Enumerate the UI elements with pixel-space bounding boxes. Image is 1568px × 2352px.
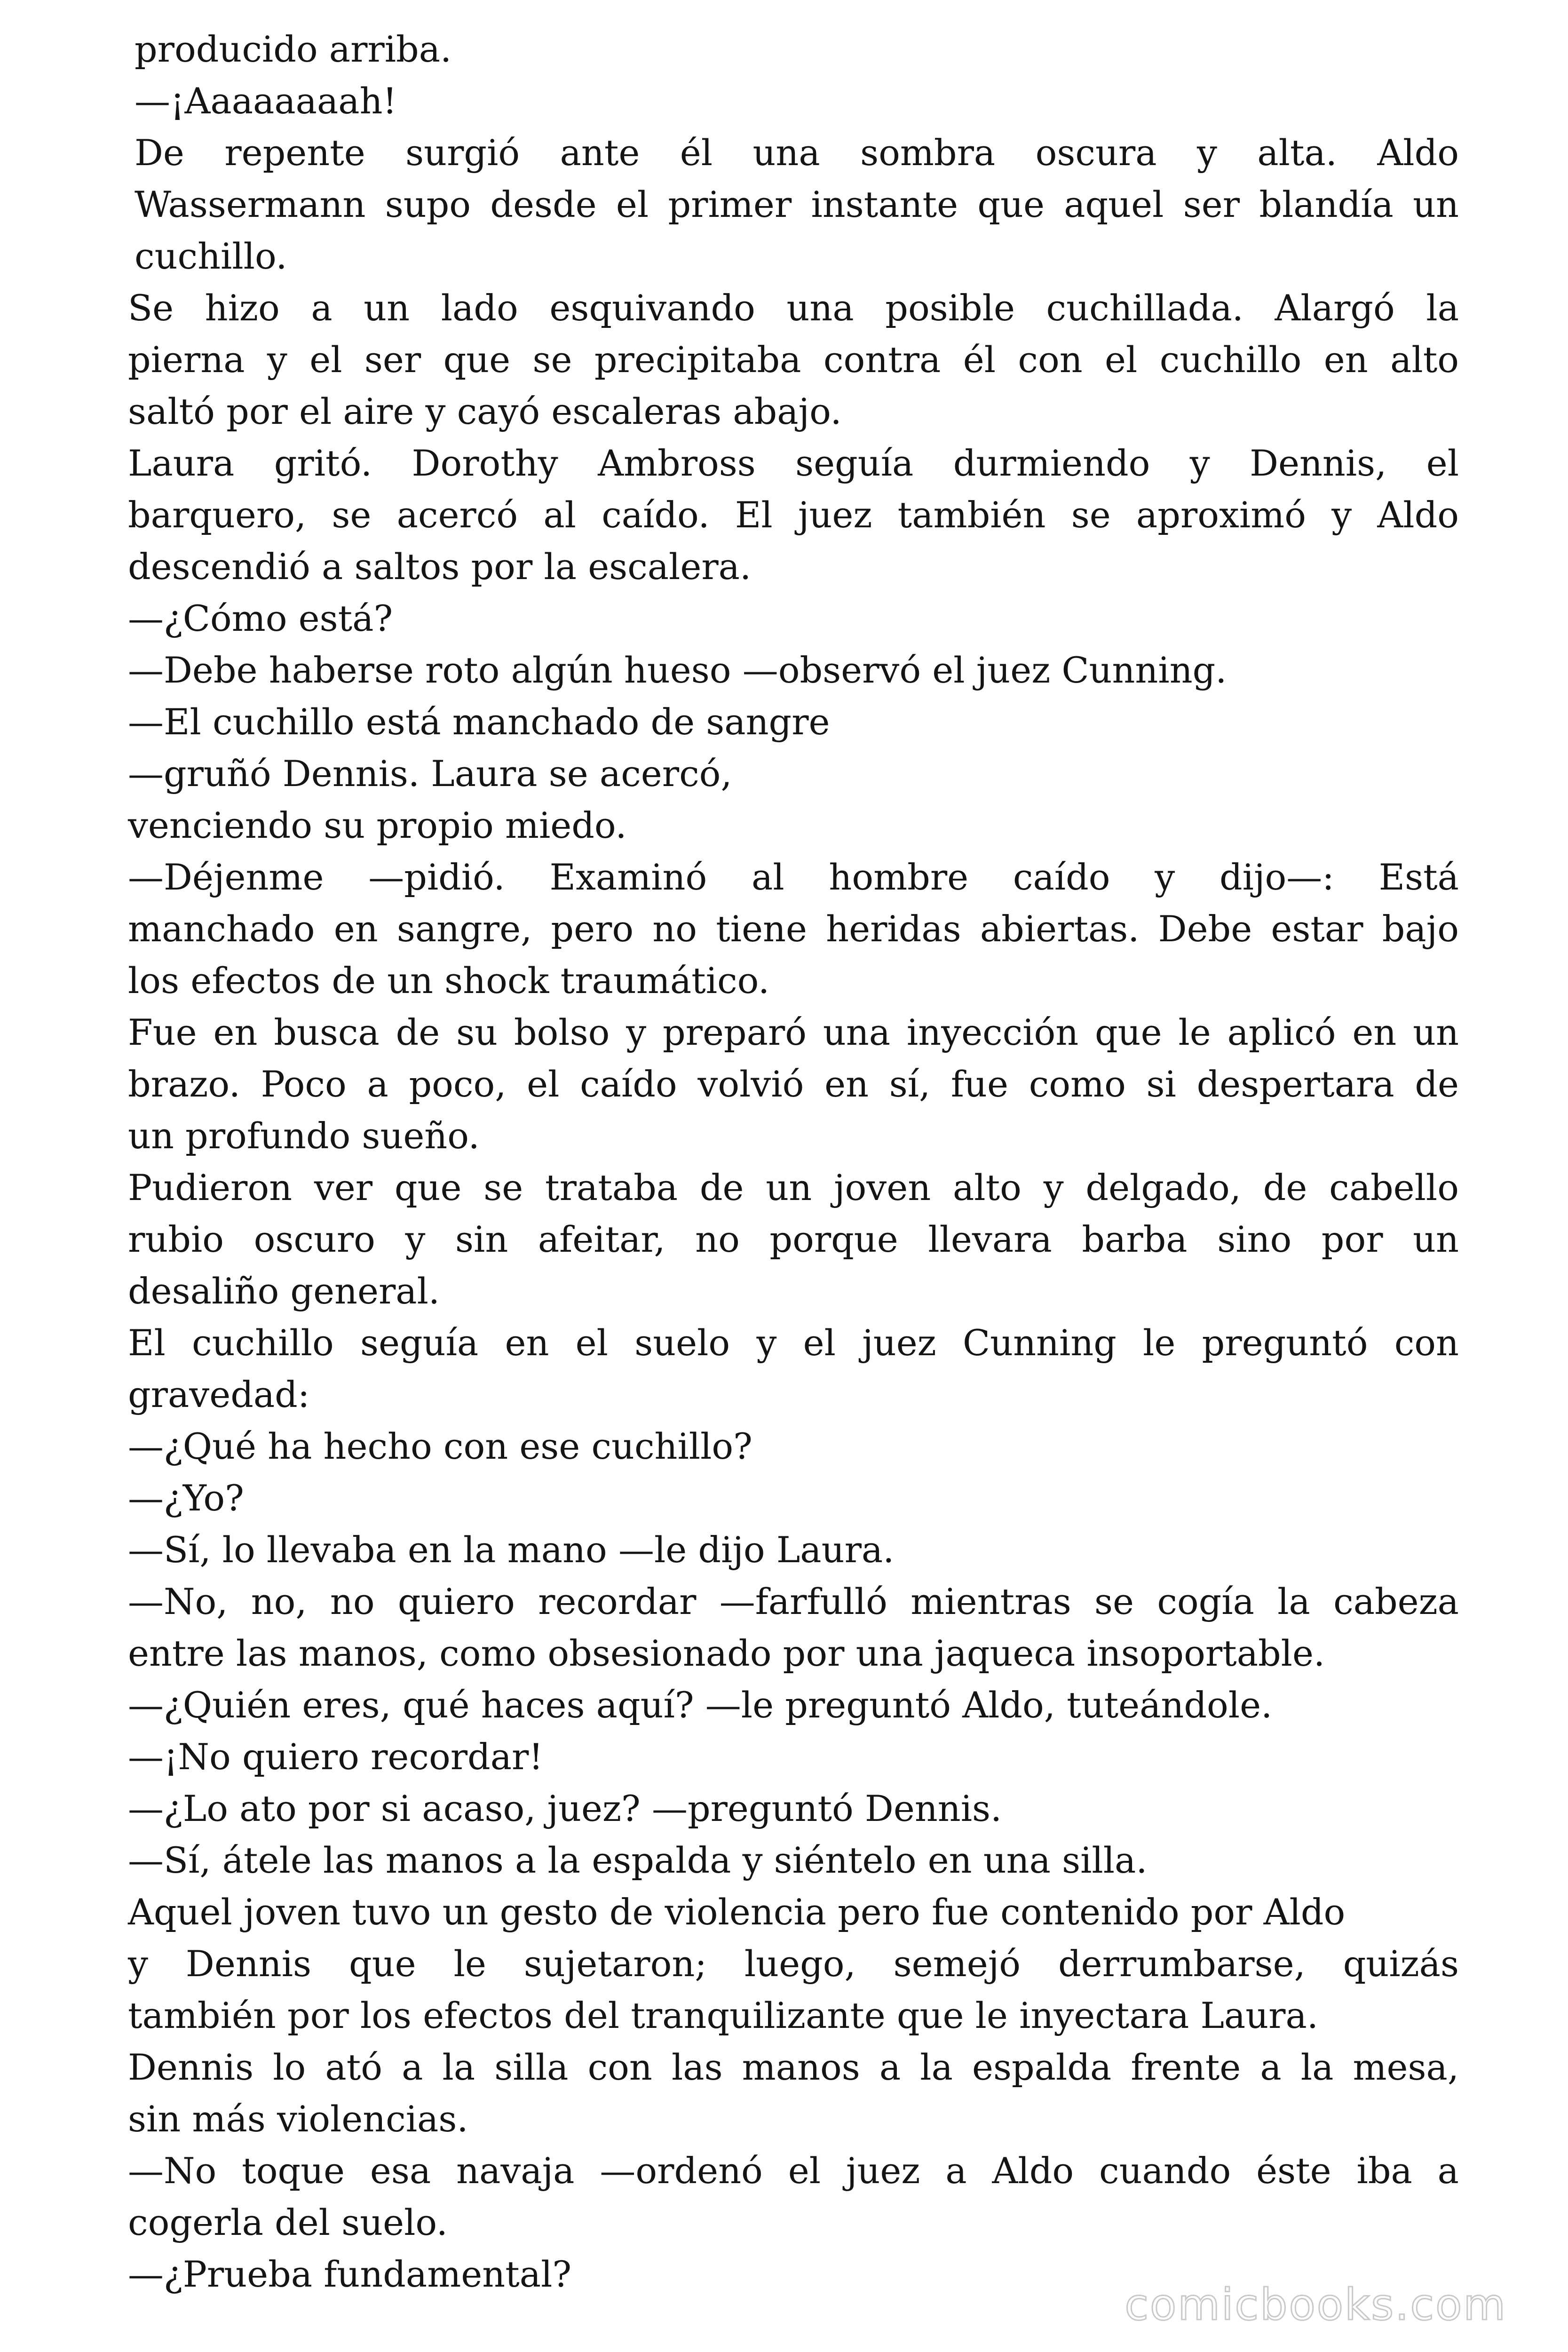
text-line: Wassermann supo desde el primer instante que aquel ser blandía un: [135, 183, 1459, 225]
text-line: Aquel joven tuvo un gesto de violencia pero fue contenido por Aldo: [128, 1891, 1346, 1933]
text-line: —¿Cómo está?: [128, 597, 393, 639]
text-line: —¡No quiero recordar!: [128, 1736, 543, 1778]
text-line: Fue en busca de su bolso y preparó una inyección que le aplicó en un: [128, 1011, 1459, 1053]
text-line: producido arriba.: [135, 28, 452, 70]
text-line: descendió a saltos por la escalera.: [128, 546, 752, 588]
watermark-logo: comicbooks.com: [1125, 2280, 1507, 2330]
text-line: también por los efectos del tranquilizante que le inyectara Laura.: [128, 1994, 1318, 2036]
text-line: rubio oscuro y sin afeitar, no porque llevara barba sino por un: [128, 1218, 1459, 1260]
text-line: un profundo sueño.: [128, 1115, 480, 1157]
text-line: y Dennis que le sujetaron; luego, semejó derrumbarse, quizás: [128, 1943, 1459, 1985]
text-line: pierna y el ser que se precipitaba contra él con el cuchillo en alto: [128, 339, 1459, 381]
text-line: cuchillo.: [135, 235, 287, 277]
text-line: —¿Yo?: [128, 1477, 244, 1519]
text-line: manchado en sangre, pero no tiene heridas abiertas. Debe estar bajo: [128, 908, 1459, 950]
text-line: —No toque esa navaja —ordenó el juez a Aldo cuando éste iba a: [128, 2150, 1459, 2192]
body-text: [128, 24, 1459, 2300]
text-line: sin más violencias.: [128, 2098, 468, 2140]
text-line: Dennis lo ató a la silla con las manos a la espalda frente a la mesa,: [128, 2046, 1459, 2088]
text-line: De repente surgió ante él una sombra oscura y alta. Aldo: [135, 132, 1459, 174]
text-line: —Debe haberse roto algún hueso —observó el juez Cunning.: [128, 649, 1227, 691]
text-line: Se hizo a un lado esquivando una posible cuchillada. Alargó la: [128, 287, 1459, 329]
text-line: —¿Lo ato por si acaso, juez? —preguntó Dennis.: [128, 1788, 1002, 1829]
text-line: barquero, se acercó al caído. El juez también se aproximó y Aldo: [128, 494, 1459, 536]
text-line: gravedad:: [128, 1374, 310, 1415]
text-line: —El cuchillo está manchado de sangre: [128, 701, 830, 743]
text-line: —¿Qué ha hecho con ese cuchillo?: [128, 1425, 752, 1467]
text-line: —gruñó Dennis. Laura se acercó,: [128, 753, 732, 795]
text-line: los efectos de un shock traumático.: [128, 960, 770, 1001]
text-line: —Sí, lo llevaba en la mano —le dijo Laura.: [128, 1529, 895, 1571]
text-line: —No, no, no quiero recordar —farfulló mientras se cogía la cabeza: [128, 1581, 1459, 1622]
text-line: —Sí, átele las manos a la espalda y siéntelo en una silla.: [128, 1839, 1148, 1881]
text-line: venciendo su propio miedo.: [128, 804, 627, 846]
text-line: —¡Aaaaaaaah!: [135, 80, 397, 122]
text-line: entre las manos, como obsesionado por una jaqueca insoportable.: [128, 1632, 1325, 1674]
text-line: Pudieron ver que se trataba de un joven alto y delgado, de cabello: [128, 1167, 1459, 1208]
text-line: saltó por el aire y cayó escaleras abajo.: [128, 390, 842, 432]
text-line: —¿Prueba fundamental?: [128, 2253, 572, 2295]
text-line: El cuchillo seguía en el suelo y el juez Cunning le preguntó con: [128, 1322, 1459, 1364]
text-line: cogerla del suelo.: [128, 2201, 448, 2243]
text-line: brazo. Poco a poco, el caído volvió en sí, fue como si despertara de: [128, 1063, 1459, 1105]
text-line: Laura gritó. Dorothy Ambross seguía durmiendo y Dennis, el: [128, 442, 1459, 484]
text-line: desaliño general.: [128, 1270, 440, 1312]
text-line: —Déjenme —pidió. Examinó al hombre caído y dijo—: Está: [128, 856, 1459, 898]
text-line: —¿Quién eres, qué haces aquí? —le preguntó Aldo, tuteándole.: [128, 1684, 1273, 1726]
